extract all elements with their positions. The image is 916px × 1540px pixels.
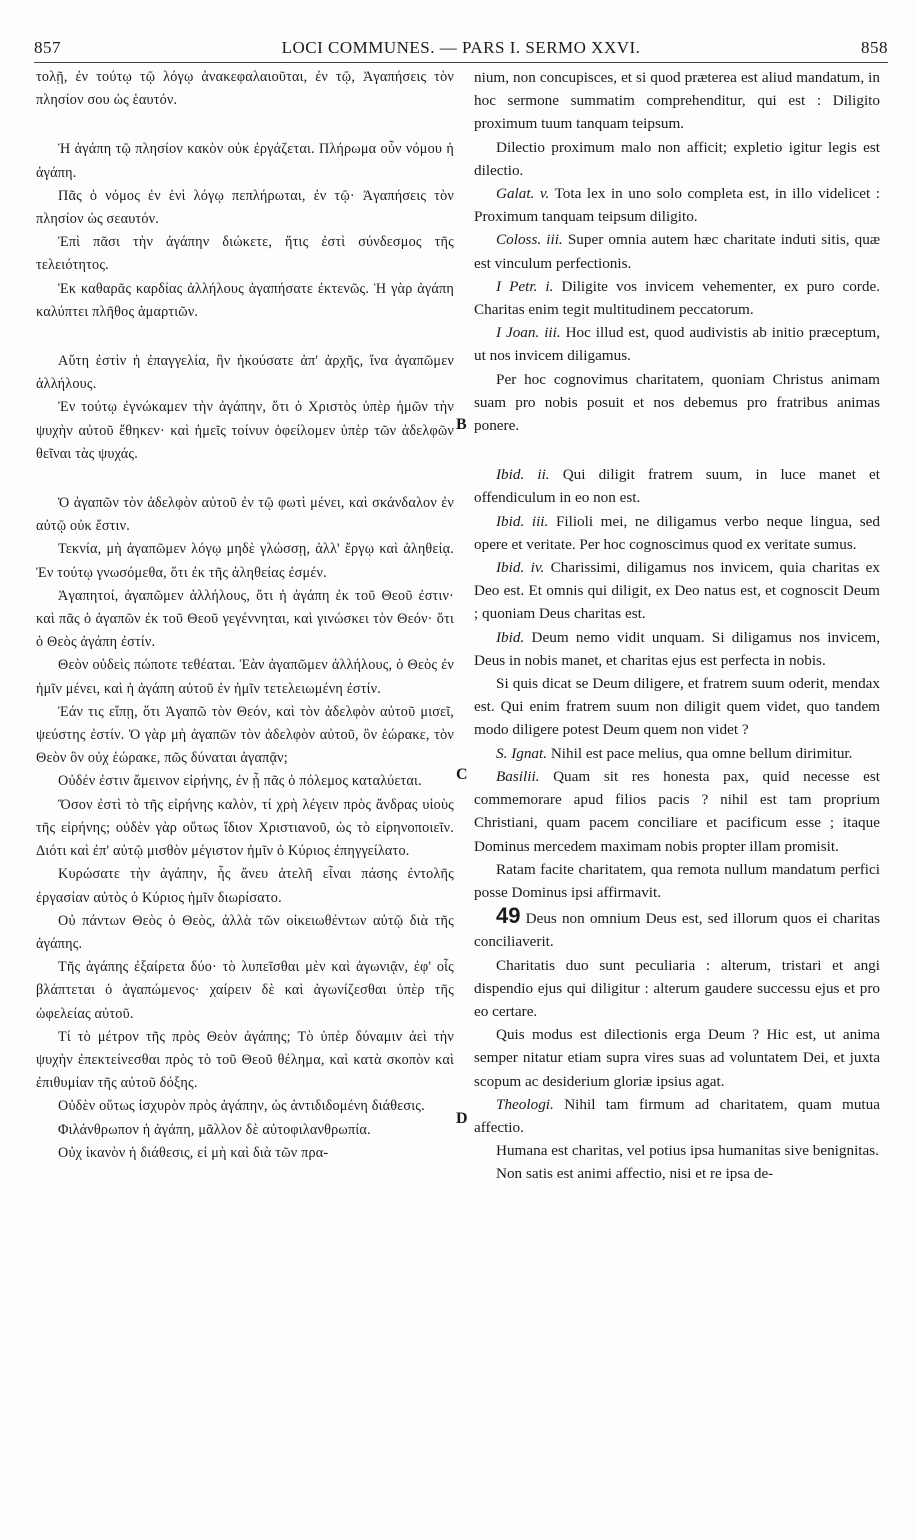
page-number-left: 857 [34, 38, 61, 57]
paragraph [474, 672, 880, 742]
paragraph [474, 904, 880, 953]
paragraph-gap [474, 437, 880, 463]
paragraph-text: Nihil est pace melius, qua omne bellum dirimitur. [550, 744, 853, 762]
header-rule [34, 62, 888, 63]
paragraph [36, 1026, 454, 1096]
paragraph [36, 701, 454, 771]
paragraph-gap [36, 466, 454, 492]
paragraph [474, 136, 880, 182]
margin-letter-c: C [456, 766, 468, 783]
paragraph [36, 863, 454, 909]
paragraph-text: Τί τὸ μέτρον τῆς πρὸς Θεὸν ἀγάπης; Τὸ ὑπὲρ δύναμιν ἀεὶ τὴν ψυχὴν ἐπεκτείνεσθαι πρὸς τὸ τοῦ Θεοῦ θέλημα, καὶ κατὰ σκοπὸν καὶ ἐπιθυμίαν τῆς αὐτοῦ δόξης. [36, 1028, 454, 1092]
paragraph-text: Charitatis duo sunt peculiaria : alterum, tristari et angi dispendio ejus qui diligitur : alterum gaudere successu ejus et pro eo certare. [474, 956, 880, 1020]
source-reference: I Joan. iii. [496, 324, 561, 342]
paragraph [36, 350, 454, 396]
paragraph [36, 1142, 454, 1165]
source-reference: S. Ignat. [496, 744, 548, 762]
paragraph-gap [36, 112, 454, 138]
paragraph-text: Qui diligit fratrem suum, in luce manet et offendiculum in eo non est. [474, 466, 881, 507]
paragraph-text: Deum nemo vidit unquam. Si diligamus nos invicem, Deus in nobis manet, et charitas ejus est perfecta in nobis. [474, 628, 881, 669]
paragraph [474, 1093, 880, 1139]
paragraph-text: Αὕτη ἐστὶν ἡ ἐπαγγελία, ἣν ἠκούσατε ἀπ' ἀρχῆς, ἵνα ἀγαπῶμεν ἀλλήλους. [36, 353, 454, 393]
paragraph-text: Filioli mei, ne diligamus verbo neque lingua, sed opere et veritate. Per hoc cognoscimus quod ex veritate sumus. [474, 512, 880, 553]
source-reference: Galat. v. [496, 185, 550, 203]
latin-column [474, 66, 880, 1186]
paragraph-text: Humana est charitas, vel potius ipsa humanitas sive benignitas. [496, 1142, 879, 1160]
paragraph [474, 1162, 880, 1185]
source-reference: Ibid. [496, 628, 525, 646]
paragraph-text: Si quis dicat se Deum diligere, et fratrem suum oderit, mendax est. Qui enim fratrem suum non diligit quem videt, quo tandem modo diligere potest Deum quem non videt ? [474, 675, 880, 739]
paragraph-text: Τεκνία, μὴ ἀγαπῶμεν λόγῳ μηδὲ γλώσσῃ, ἀλλ' ἔργῳ καὶ ἀληθείᾳ. Ἐν τούτῳ γνωσόμεθα, ὅτι ἐκ τῆς ἀληθείας ἐσμέν. [36, 541, 454, 581]
paragraph-text: Quis modus est dilectionis erga Deum ? Hic est, ut anima semper nitatur etiam supra vires suas ad voluntatem Dei, et juxta scopum ac desiderium gloriæ ipsius agat. [474, 1026, 880, 1090]
paragraph [474, 742, 880, 765]
source-reference: Theologi. [496, 1095, 554, 1113]
paragraph-text: Super omnia autem hæc charitate induti sitis, quæ est vinculum perfectionis. [474, 231, 880, 272]
paragraph [474, 228, 880, 274]
paragraph [36, 185, 454, 231]
margin-letter-d: D [456, 1110, 468, 1127]
paragraph [474, 765, 880, 858]
source-reference: Ibid. iii. [496, 512, 549, 530]
paragraph [474, 1023, 880, 1093]
paragraph [474, 182, 880, 228]
paragraph-text: Charissimi, diligamus nos invicem, quia charitas ex Deo est. Et omnis qui diligit, ex Deo natus est, et cognoscit Deum ; quoniam Deus charitas est. [474, 559, 880, 623]
source-reference: Ibid. iv. [496, 559, 545, 577]
paragraph-text: Ἡ ἀγάπη τῷ πλησίον κακὸν οὐκ ἐργάζεται. Πλήρωμα οὖν νόμου ἡ ἀγάπη. [36, 141, 454, 181]
source-reference: I Petr. i. [496, 277, 554, 295]
paragraph [36, 770, 454, 793]
paragraph [474, 1139, 880, 1162]
paragraph-text: Ὅσον ἐστὶ τὸ τῆς εἰρήνης καλὸν, τί χρὴ λέγειν πρὸς ἄνδρας υἱοὺς τῆς εἰρήνης; οὐδὲν γὰρ οὕτως ἴδιον Χριστιανοῦ, ὡς τὸ εἰρηνοποιεῖν. Διότι καὶ ἐπ' αὐτῷ μισθὸν μέγιστον ἡμῖν ὁ Κύριος ἐπηγγείλατο. [36, 796, 454, 860]
paragraph [36, 396, 454, 466]
paragraph-gap [36, 324, 454, 350]
running-title: LOCI COMMUNES. — PARS I. SERMO XXVI. [281, 38, 641, 57]
paragraph-text: Ἐν τούτῳ ἐγνώκαμεν τὴν ἀγάπην, ὅτι ὁ Χριστὸς ὑπὲρ ἡμῶν τὴν ψυχὴν αὐτοῦ ἔθηκεν· καὶ ἡμεῖς τοίνυν ὀφείλομεν ὑπὲρ τῶν ἀδελφῶν θεῖναι τὰς ψυχάς. [36, 399, 454, 462]
paragraph [474, 556, 880, 626]
paragraph-text: Ἐπὶ πᾶσι τὴν ἀγάπην διώκετε, ἥτις ἐστὶ σύνδεσμος τῆς τελειότητος. [36, 234, 454, 274]
paragraph [36, 492, 454, 538]
paragraph [474, 321, 880, 367]
paragraph-text: Ἐκ καθαρᾶς καρδίας ἀλλήλους ἀγαπήσατε ἐκτενῶς. Ἡ γὰρ ἀγάπη καλύπτει πλῆθος ἁμαρτιῶν. [36, 280, 454, 320]
paragraph [36, 794, 454, 864]
paragraph-text: Diligite vos invicem vehementer, ex puro corde. Charitas enim tegit multitudinem peccatorum. [474, 277, 880, 319]
paragraph-text: Οὐ πάντων Θεὸς ὁ Θεὸς, ἀλλὰ τῶν οἰκειωθέντων αὐτῷ διὰ τῆς ἀγάπης. [36, 912, 454, 952]
paragraph-text: Πᾶς ὁ νόμος ἐν ἑνὶ λόγῳ πεπλήρωται, ἐν τῷ· Ἀγαπήσεις τὸν πλησίον ὡς σεαυτόν. [36, 187, 454, 228]
source-reference: Coloss. iii. [496, 231, 563, 249]
paragraph [36, 1119, 454, 1142]
source-reference: Ibid. ii. [496, 466, 550, 484]
paragraph-text: Hoc illud est, quod audivistis ab initio præceptum, ut nos invicem diligamus. [474, 324, 880, 365]
paragraph [36, 278, 454, 324]
paragraph [474, 66, 880, 136]
paragraph-text: τολῇ, ἐν τούτῳ τῷ λόγῳ ἀνακεφαλαιοῦται, ἐν τῷ, Ἀγαπήσεις τὸν πλησίον σου ὡς ἑαυτόν. [36, 69, 454, 109]
page-number-right: 858 [861, 38, 888, 57]
paragraph [36, 1095, 454, 1118]
paragraph-text: Φιλάνθρωπον ἡ ἀγάπη, μᾶλλον δὲ αὐτοφιλανθρωπία. [58, 1121, 371, 1138]
paragraph [474, 954, 880, 1024]
paragraph-text: Per hoc cognovimus charitatem, quoniam Christus animam suam pro nobis posuit et nos debemus pro fratribus animas ponere. [474, 370, 880, 435]
paragraph-text: Dilectio proximum malo non afficit; expletio igitur legis est dilectio. [474, 138, 880, 179]
paragraph-text: Ratam facite charitatem, qua remota nullum mandatum perfici posse Dominus ipsi affirmavit. [474, 860, 880, 901]
paragraph-text: Οὐχ ἱκανὸν ἡ διάθεσις, εἰ μὴ καὶ διὰ τῶν πρα- [58, 1144, 329, 1161]
paragraph-text: Deus non omnium Deus est, sed illorum quos ei charitas conciliaverit. [474, 910, 881, 951]
paragraph [36, 138, 454, 184]
paragraph-text: nium, non concupisces, et si quod præterea est aliud mandatum, in hoc sermone summatim comprehenditur, qui est : Diligito proximum tuum tanquam teipsum. [474, 69, 880, 133]
paragraph [474, 626, 880, 672]
section-number: 49 [496, 903, 521, 929]
paragraph-text: Nihil tam firmum ad charitatem, quam mutua affectio. [474, 1095, 880, 1136]
page-header [34, 38, 888, 62]
paragraph-text: Θεὸν οὐδεὶς πώποτε τεθέαται. Ἐὰν ἀγαπῶμεν ἀλλήλους, ὁ Θεὸς ἐν ἡμῖν μένει, καὶ ἡ ἀγάπη αὐτοῦ ἐν ἡμῖν τετελειωμένη ἐστίν. [36, 657, 454, 697]
paragraph-text: Τῆς ἀγάπης ἐξαίρετα δύο· τὸ λυπεῖσθαι μὲν καὶ ἀγωνιᾷν, ἐφ' οἷς βλάπτεται ὁ ἀγαπώμενος· χαίρειν δὲ καὶ ἀγωνίζεσθαι ὑπὲρ τῆς ὠφελείας αὐτοῦ. [36, 959, 454, 1022]
paragraph-text: Tota lex in uno solo completa est, in illo videlicet : Proximum tanquam teipsum diligito. [474, 185, 880, 226]
paragraph [36, 654, 454, 700]
paragraph [474, 510, 880, 556]
paragraph-text: Ὁ ἀγαπῶν τὸν ἀδελφὸν αὐτοῦ ἐν τῷ φωτὶ μένει, καὶ σκάνδαλον ἐν αὐτῷ οὐκ ἔστιν. [36, 495, 454, 535]
paragraph [36, 910, 454, 956]
paragraph [36, 585, 454, 655]
paragraph-text: Quam sit res honesta pax, quid necesse est commemorare apud filios pacis ? nihil est tam proprium Christiani, quam pacem conciliare et pacificum esse ; itaque Dominus mercedem maximam nobis propter illam promisit. [474, 767, 880, 855]
greek-column [36, 66, 454, 1165]
paragraph [36, 66, 454, 112]
paragraph-text: Non satis est animi affectio, nisi et re ipsa de- [496, 1165, 774, 1183]
paragraph-text: Ἀγαπητοί, ἀγαπῶμεν ἀλλήλους, ὅτι ἡ ἀγάπη ἐκ τοῦ Θεοῦ ἐστιν· καὶ πᾶς ὁ ἀγαπῶν ἐκ τοῦ Θεοῦ γεγέννηται, καὶ γινώσκει τὸν Θεόν· ὅτι ὁ Θεὸς ἀγάπη ἐστίν. [36, 587, 454, 651]
margin-letter-b: B [456, 416, 467, 433]
paragraph [474, 368, 880, 438]
paragraph-text: Ἐάν τις εἴπῃ, ὅτι Ἀγαπῶ τὸν Θεόν, καὶ τὸν ἀδελφὸν αὐτοῦ μισεῖ, ψεύστης ἐστίν. Ὁ γὰρ μὴ ἀγαπῶν τὸν ἀδελφὸν αὐτοῦ, ὃν ἑώρακε, τὸν Θεὸν ὃν οὐχ ἑώρακε, πῶς δύναται ἀγαπᾷν; [36, 703, 454, 767]
paragraph [474, 858, 880, 904]
paragraph-text: Κυρώσατε τὴν ἀγάπην, ἧς ἄνευ ἀτελῆ εἶναι πάσης ἐντολῆς ἐργασίαν αὐτὸς ὁ Κύριος ἡμῖν διωρίσατο. [36, 866, 454, 906]
paragraph [474, 463, 880, 509]
paragraph-text: Οὐδέν ἐστιν ἄμεινον εἰρήνης, ἐν ᾗ πᾶς ὁ πόλεμος καταλύεται. [58, 773, 422, 790]
source-reference: Basilii. [496, 767, 540, 785]
paragraph [36, 231, 454, 277]
paragraph [474, 275, 880, 321]
paragraph [36, 538, 454, 584]
paragraph-text: Οὐδὲν οὕτως ἰσχυρὸν πρὸς ἀγάπην, ὡς ἀντιδιδομένη διάθεσις. [58, 1098, 425, 1115]
paragraph [36, 956, 454, 1026]
